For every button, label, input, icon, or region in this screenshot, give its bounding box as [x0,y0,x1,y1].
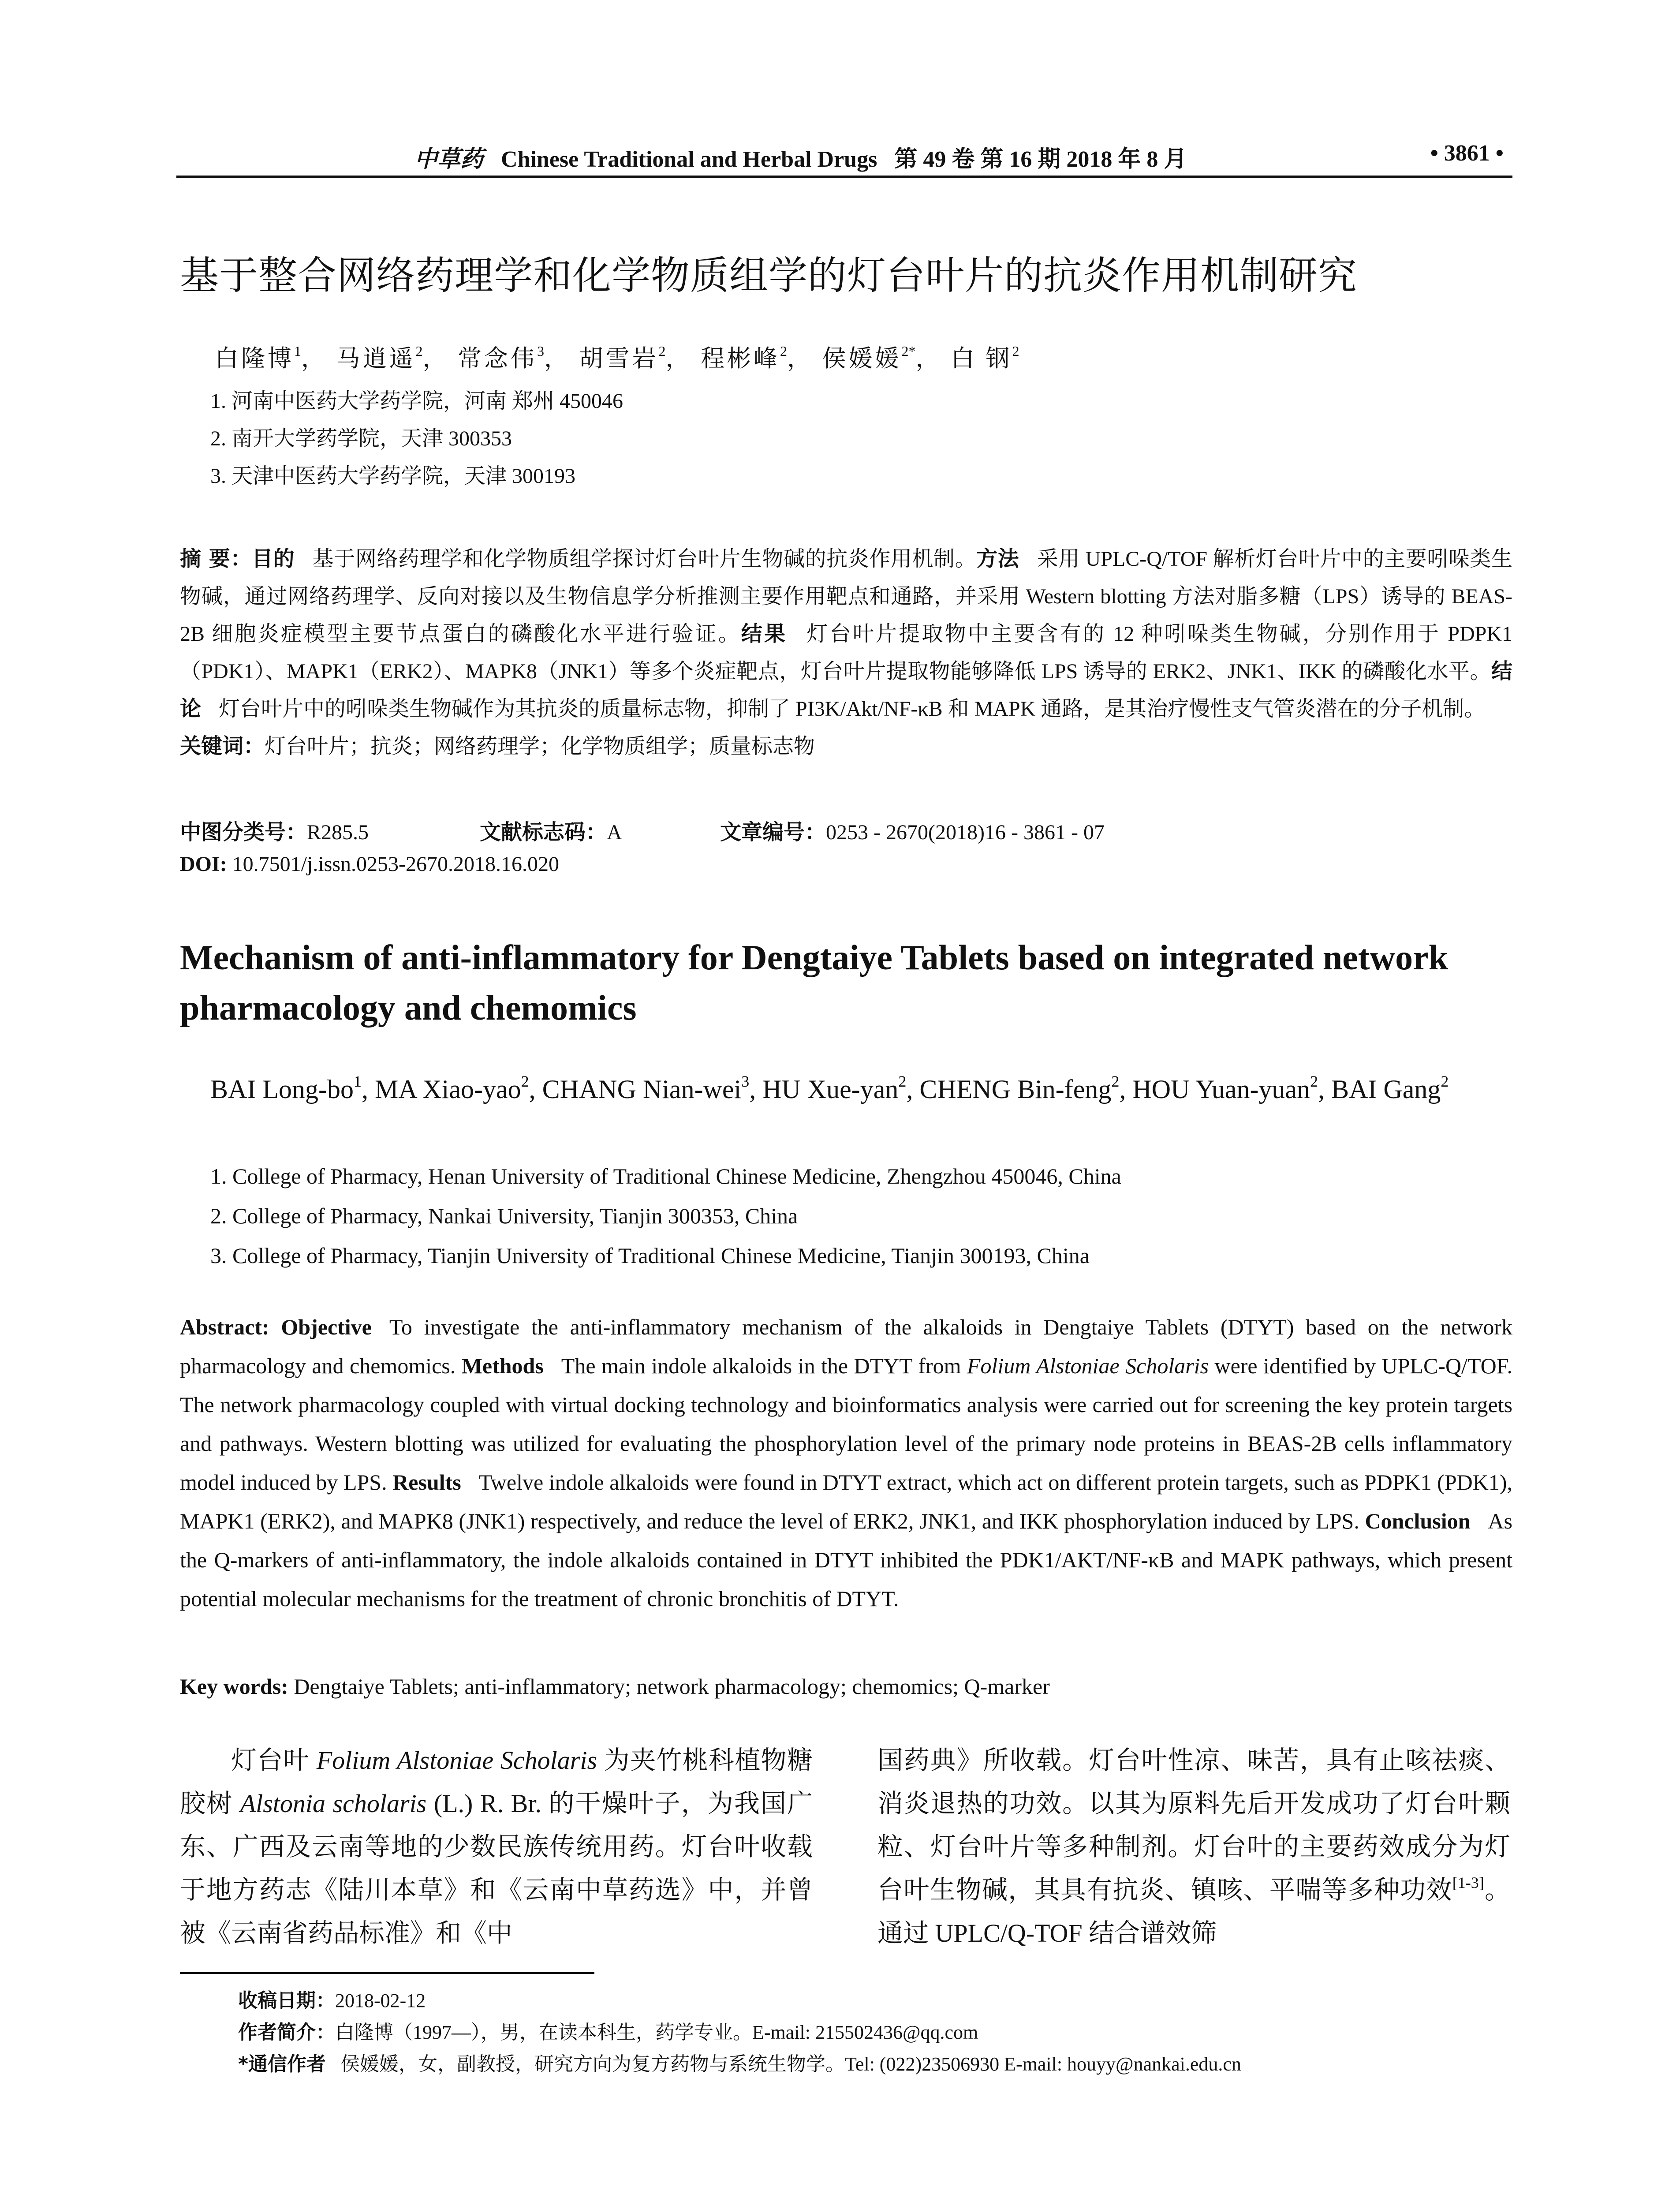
page-number: • 3861 • [1430,141,1504,166]
cn-affiliation: 3. 天津中医药大学药学院，天津 300193 [210,464,576,488]
cn-classification [180,815,1105,845]
footnote-label: 作者简介： [238,2021,335,2044]
journal-issue: 第 49 卷 第 16 期 2018 年 8 月 [894,147,1187,172]
en-author-name: HU Xue-yan [762,1075,899,1104]
body-paragraph [877,1739,1510,1955]
en-author-name: BAI Long-bo [210,1075,354,1104]
cn-author-name: 马逍遥 [336,345,416,372]
journal-info [414,140,1187,173]
en-results-label: Results [392,1470,461,1495]
cn-author-name: 程彬峰 [701,345,780,372]
en-author-name: BAI Gang [1331,1075,1441,1104]
clc-label: 中图分类号： [180,820,307,845]
en-author-name: CHANG Nian-wei [542,1075,742,1104]
body-column-left [180,1739,813,1955]
cn-affiliation: 2. 南开大学药学院，天津 300353 [210,427,512,450]
body-column-right [877,1739,1510,1955]
cn-author-aff: 2* [901,343,916,359]
cn-author-name: 侯媛媛 [822,345,902,372]
en-author-aff: 2 [1441,1073,1449,1090]
cn-conclusion-label: 结论 [180,659,1512,721]
en-author-aff: 2 [898,1073,907,1090]
en-objective-label: Objective [281,1315,372,1339]
cn-keywords-label: 关键词： [180,734,265,759]
footnote-rule [180,1972,594,1974]
en-methods-b: were identified by UPLC-Q/TOF. The network pharmacology coupled with virtual docking technology and bioinformatics analysis were carried out for screening the key protein targets and pathways. Western blotting was utilized for evaluating the phosphorylation level of the primary node proteins in BEAS-2B cells inflammatory model induced by LPS. [180,1353,1512,1495]
journal-logo: 中草药 [414,146,484,172]
body-text: 国药典》所收载。灯台叶性凉、味苦，具有止咳祛痰、消炎退热的功效。以其为原料先后开发成功了灯台叶颗粒、灯台叶片等多种制剂。灯台叶的主要药效成分为灯台叶生物碱，其具有抗炎、镇咳、平喘等多种功效 [877,1746,1510,1904]
cn-author-name: 白隆博 [215,345,294,372]
en-author-name: MA Xiao-yao [374,1075,521,1104]
en-author-aff: 2 [1111,1073,1120,1090]
citation-ref: [1-3] [1452,1874,1484,1891]
article-no-label: 文章编号： [720,820,826,845]
cn-abstract-label: 摘 要： [180,546,252,571]
en-objective: To investigate the anti-inflammatory mechanism of the alkaloids in Dengtaiye Tablets (DTYT) based on the network pharmacology and chemomics. [180,1315,1512,1378]
cn-objective-label: 目的 [251,546,295,571]
footnote-label: 收稿日期： [238,1989,335,2012]
body-latin-name: Folium Alstoniae Scholaris [316,1746,597,1775]
cn-author-aff: 2 [780,343,787,359]
article-no-value: 0253 - 2670(2018)16 - 3861 - 07 [826,821,1105,844]
doc-code-value: A [607,821,622,844]
doi-line [180,852,559,876]
cn-affiliation: 1. 河南中医药大学药学院，河南 郑州 450046 [210,389,623,413]
body-text: 。通过 UPLC/Q-TOF 结合谱效筛 [877,1876,1510,1947]
header-rule [176,176,1512,178]
en-results: Twelve indole alkaloids were found in DTYT extract, which act on different protein targets, such as PDPK1 (PDK1), MAPK1 (ERK2), and MAPK8 (JNK1) respectively, and reduce the level of ERK2, JNK1, and IKK phosphorylation induced by LPS. [180,1470,1513,1533]
en-methods-a: The main indole alkaloids in the DTYT from [561,1353,961,1378]
running-header [176,140,1512,176]
cn-conclusion: 灯台叶片中的吲哚类生物碱作为其抗炎的质量标志物，抑制了 PI3K/Akt/NF-κB 和 MAPK 通路，是其治疗慢性支气管炎潜在的分子机制。 [219,697,1486,721]
en-abstract-label: Abstract: [180,1315,269,1339]
body-latin-name: Alstonia scholaris [240,1789,427,1818]
cn-author-aff: 2 [658,343,666,359]
footnote-received [238,1984,426,2013]
cn-results-label: 结果 [741,621,788,646]
body-paragraph [180,1739,813,1955]
en-author-aff: 1 [353,1073,362,1090]
cn-author-name: 胡雪岩 [579,345,659,372]
en-author-name: HOU Yuan-yuan [1132,1075,1310,1104]
en-affiliation: 3. College of Pharmacy, Tianjin University of Traditional Chinese Medicine, Tianjin 300193, China [210,1243,1090,1268]
cn-keywords: 灯台叶片；抗炎；网络药理学；化学物质组学；质量标志物 [265,735,815,758]
cn-author-aff: 2 [1012,343,1019,359]
en-author-name: CHENG Bin-feng [919,1075,1112,1104]
cn-author-aff: 1 [294,343,301,359]
journal-name: Chinese Traditional and Herbal Drugs [501,147,877,172]
en-methods-label: Methods [461,1353,544,1378]
en-keywords-label: Key words: [180,1674,288,1699]
cn-title: 基于整合网络药理学和化学物质组学的灯台叶片的抗炎作用机制研究 [180,253,1358,298]
footnote-text: 2018-02-12 [335,1990,426,2011]
en-affiliation: 2. College of Pharmacy, Nankai University, Tianjin 300353, China [210,1203,798,1228]
footnote-corresponding [238,2048,1241,2076]
en-title: Mechanism of anti-inflammatory for Dengtaiye Tablets based on integrated network pharmacology and chemomics [180,938,1449,1028]
en-conclusion-label: Conclusion [1365,1509,1471,1533]
cn-methods: 采用 UPLC-Q/TOF 解析灯台叶片中的主要吲哚类生物碱，通过网络药理学、反向对接以及生物信息学分析推测主要作用靶点和通路，并采用 Western blotting 方法对脂多糖（LPS）诱导的 BEAS-2B 细胞炎症模型主要节点蛋白的磷酸化水平进行验证。 [180,547,1512,646]
footnote-label: *通信作者 [238,2053,326,2075]
en-authors: BAI Long-$bo^1$, MA Xiao-yao$^2$, CHANG Nian-wei$^3$, HU Xue-yan$^2$, CHENG Bin-feng$^2$, HOU Yuan-yuan$^2$, BAI Gang$^2$ [210,1073,1449,1104]
en-affiliation: 1. College of Pharmacy, Henan University of Traditional Chinese Medicine, Zhengzhou 450046, China [210,1164,1121,1188]
cn-results: 灯台叶片提取物中主要含有的 12 种吲哚类生物碱，分别作用于 PDPK1（PDK1）、MAPK1（ERK2）、MAPK8（JNK1）等多个炎症靶点，灯台叶片提取物能够降低 LPS 诱导的 ERK2、JNK1、IKK 的磷酸化水平。 [180,622,1512,683]
en-conclusion: As the Q-markers of anti-inflammatory, the indole alkaloids contained in DTYT inhibited the PDK1/AKT/NF-κB and MAPK pathways, which present potential molecular mechanisms for the treatment of chronic bronchitis of DTYT. [180,1509,1512,1611]
doi-label: DOI: [180,852,227,876]
doc-code-label: 文献标志码： [480,820,607,845]
cn-author-aff: 3 [537,343,544,359]
cn-author-name: 常念伟 [458,345,537,372]
en-keywords: Dengtaiye Tablets; anti-inflammatory; network pharmacology; chemomics; Q-marker [294,1674,1050,1699]
cn-authors: 白隆博$^1$， 马逍遥$^2$， 常念伟$^3$， 胡雪岩$^2$， 程彬峰$^2$， 侯媛媛$^{2*}$， 白 钢$^2$ [215,343,1019,372]
en-author-aff: 3 [741,1073,750,1090]
footnote-author [238,2016,978,2044]
en-author-aff: 2 [1310,1073,1318,1090]
en-abstract [180,1308,1512,1618]
en-keywords-line [180,1674,1050,1699]
en-methods-latin: Folium Alstoniae Scholaris [967,1353,1209,1378]
cn-author-name: 白 钢 [951,345,1012,372]
cn-methods-label: 方法 [976,546,1019,571]
doi-value: 10.7501/j.issn.0253-2670.2018.16.020 [232,852,560,876]
footnote-text: 白隆博（1997—），男，在读本科生，药学专业。E-mail: 215502436@qq.com [335,2022,978,2043]
cn-objective: 基于网络药理学和化学物质组学探讨灯台叶片生物碱的抗炎作用机制。 [312,547,977,571]
body-text: (L.) R. Br. 的干燥叶子，为我国广东、广西及云南等地的少数民族传统用药。灯台叶收载于地方药志《陆川本草》和《云南中草药选》中，并曾被《云南省药品标准》和《中 [180,1789,813,1947]
cn-abstract [180,540,1512,765]
footnote-text: 侯媛媛，女，副教授，研究方向为复方药物与系统生物学。Tel: (022)23506930 E-mail: houyy@nankai.edu.cn [340,2053,1241,2075]
cn-author-aff: 2 [415,343,423,359]
body-text: 为夹竹桃科植物糖胶树 [180,1746,813,1818]
clc-value: R285.5 [307,821,369,844]
body-text: 灯台叶 [231,1746,317,1775]
en-author-aff: 2 [521,1073,529,1090]
